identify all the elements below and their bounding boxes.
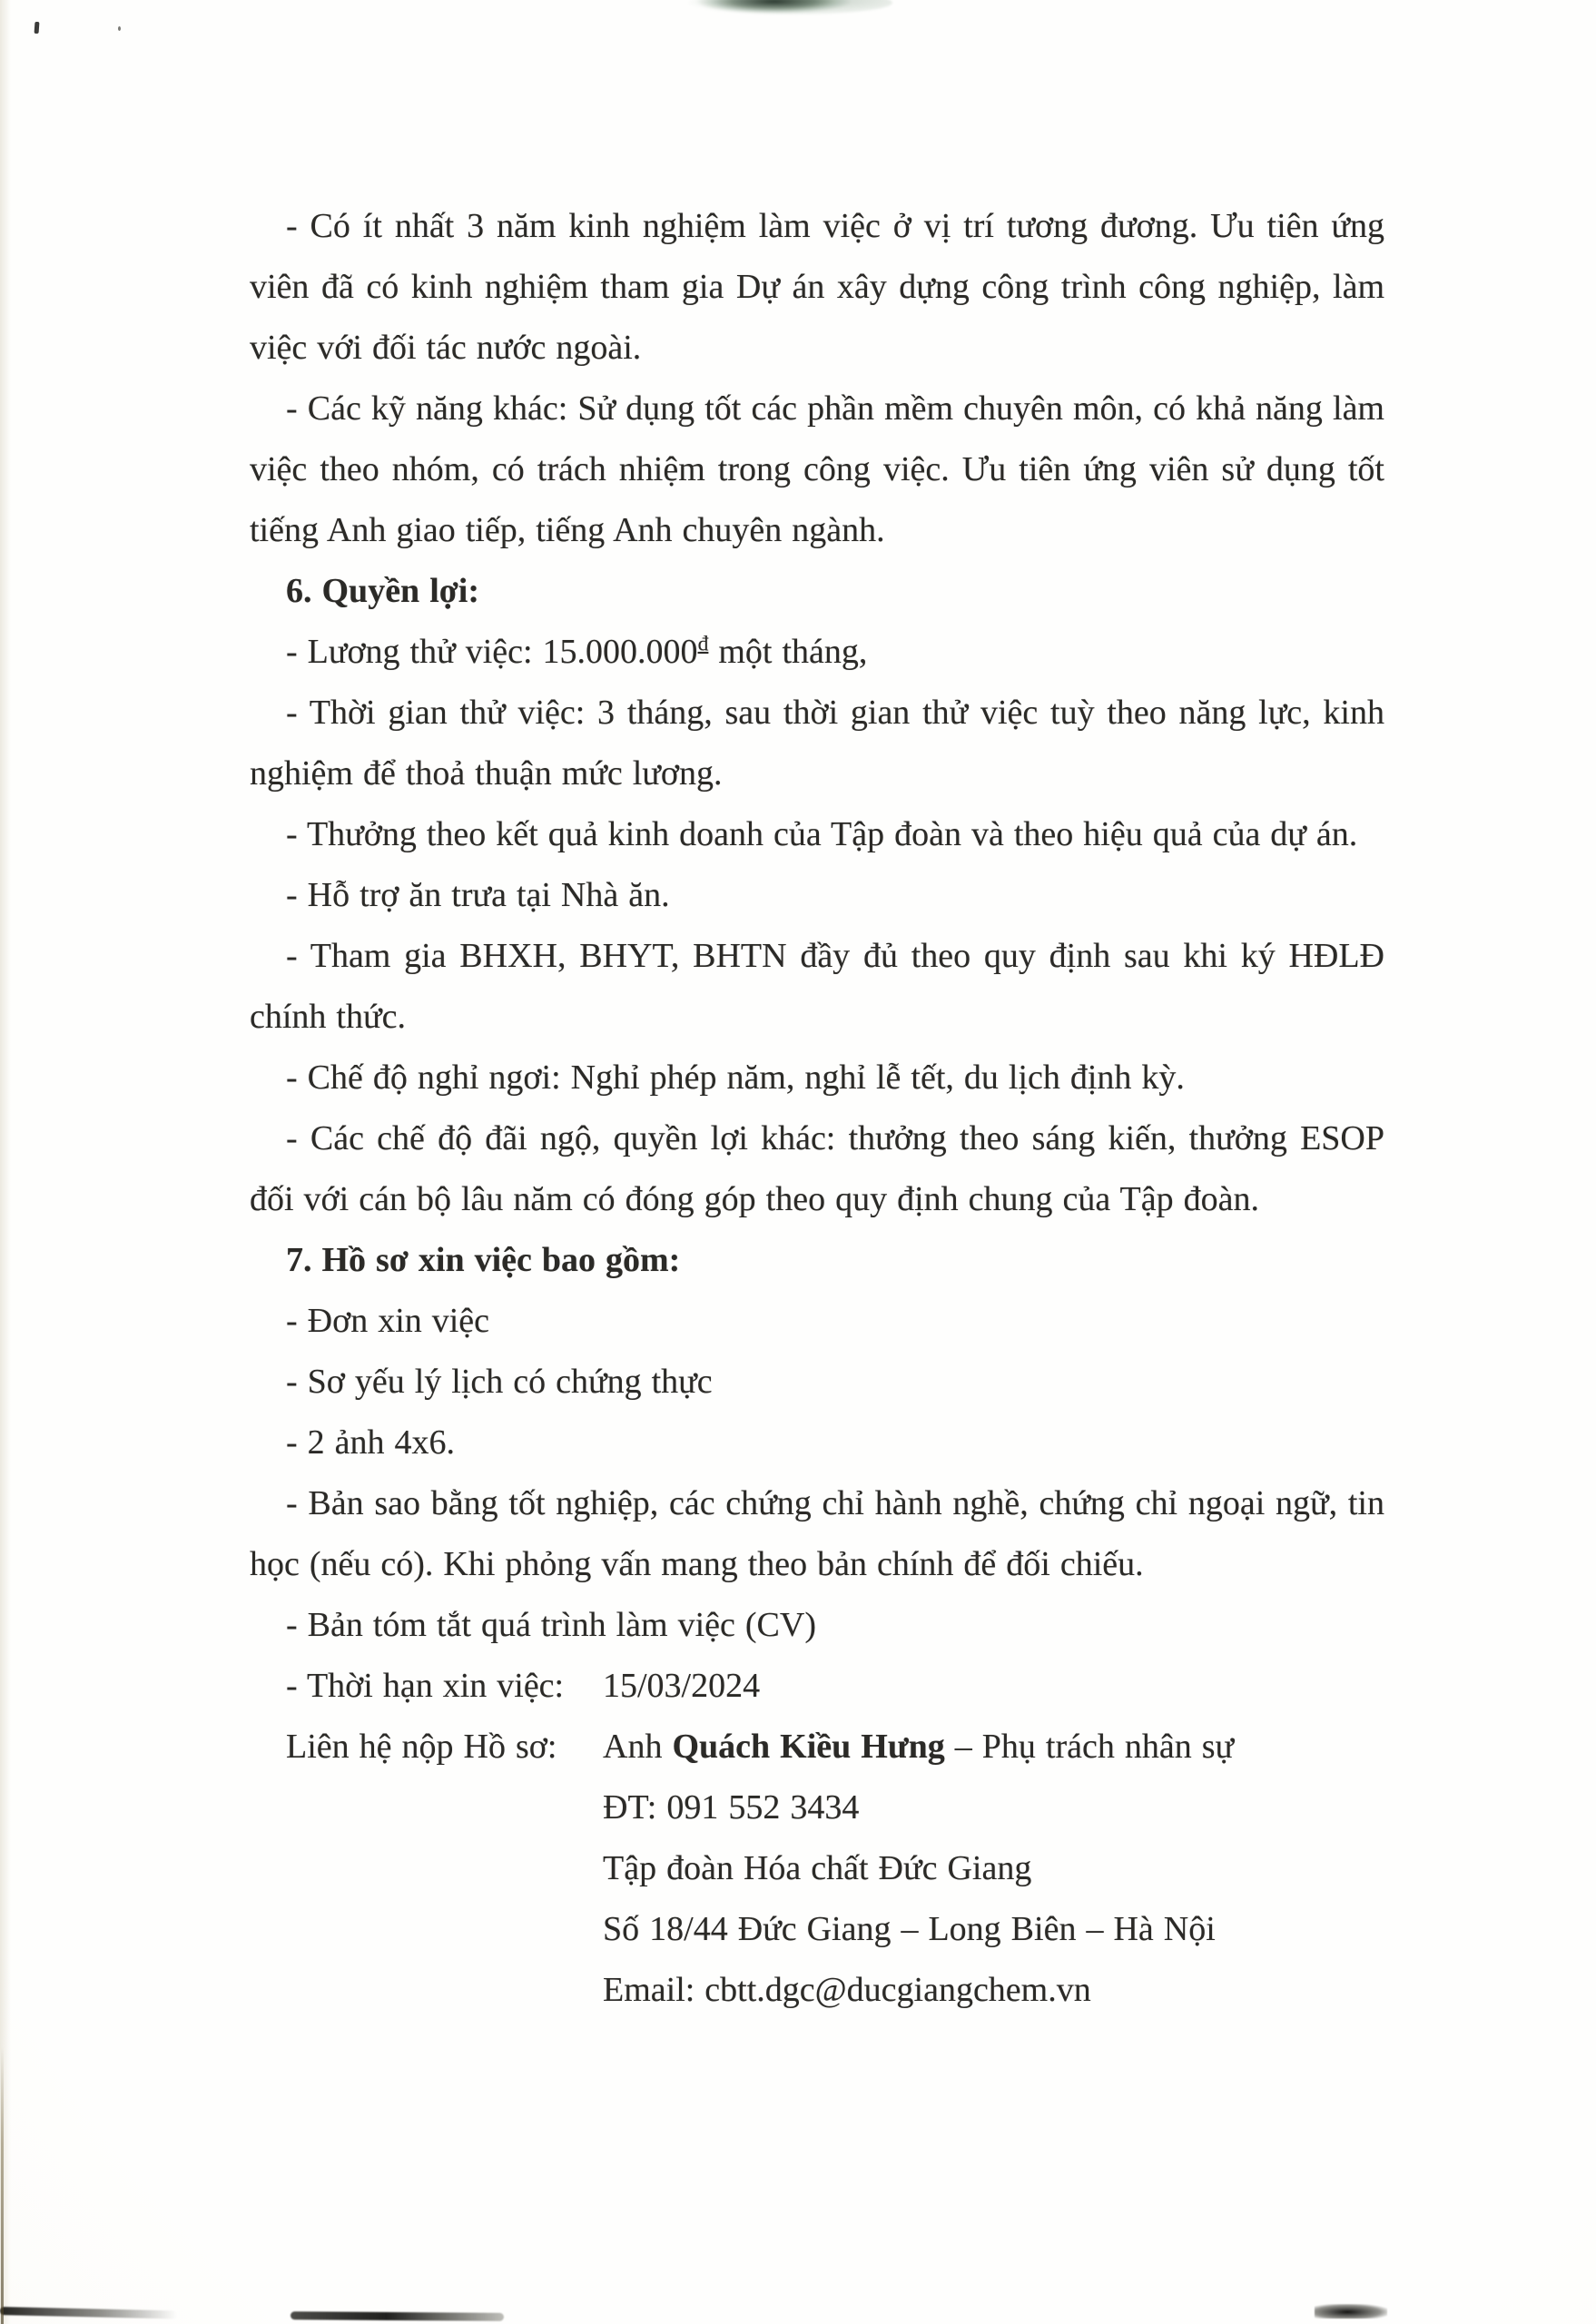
- heading-dossier: 7. Hồ sơ xin việc bao gồm:: [286, 1241, 681, 1279]
- heading-benefits: 6. Quyền lợi:: [286, 572, 480, 610]
- contact-person-name: Quách Kiều Hưng: [672, 1728, 945, 1766]
- dossier-item-resume: - Sơ yếu lý lịch có chứng thực: [286, 1363, 713, 1401]
- dong-currency-symbol: đ: [697, 632, 709, 656]
- scan-mark-bottom-middle: [291, 2311, 504, 2321]
- benefit-item-other-perks: - Các chế độ đãi ngộ, quyền lợi khác: thưởng theo sáng kiến, thưởng ESOP đối với cán bộ lâu năm có đóng góp theo quy định chung của Tập đoàn.: [250, 1119, 1384, 1218]
- deadline-label: - Thời hạn xin việc:: [286, 1667, 565, 1705]
- benefit-item-insurance: - Tham gia BHXH, BHYT, BHTN đầy đủ theo quy định sau khi ký HĐLĐ chính thức.: [250, 937, 1384, 1036]
- scan-mark-bottom-right: [1315, 2304, 1387, 2319]
- scan-speck: [34, 22, 40, 34]
- contact-phone: ĐT: 091 552 3434: [603, 1788, 860, 1827]
- scan-speck: [118, 26, 121, 31]
- contact-person-prefix: Anh: [603, 1728, 673, 1766]
- benefit-item-leave: - Chế độ nghỉ ngơi: Nghỉ phép năm, nghỉ lễ tết, du lịch định kỳ.: [286, 1059, 1185, 1097]
- dossier-item-cv: - Bản tóm tắt quá trình làm việc (CV): [286, 1606, 816, 1644]
- contact-email: Email: cbtt.dgc@ducgiangchem.vn: [603, 1971, 1091, 2009]
- contact-row: [250, 1717, 1384, 1777]
- scan-mark-bottom-left: [0, 2307, 177, 2319]
- benefit-item-lunch: - Hỗ trợ ăn trưa tại Nhà ăn.: [286, 876, 670, 914]
- scanner-edge-shading: [0, 0, 11, 2324]
- contact-company: Tập đoàn Hóa chất Đức Giang: [603, 1849, 1032, 1887]
- paragraph-other-skills: - Các kỹ năng khác: Sử dụng tốt các phần mềm chuyên môn, có khả năng làm việc theo nhóm, có trách nhiệm trong công việc. Ưu tiên ứng viên sử dụng tốt tiếng Anh giao tiếp, tiếng Anh chuyên ngành.: [250, 389, 1384, 549]
- scan-edge-line-left: [1, 2047, 4, 2324]
- benefit-item-salary: [250, 622, 1384, 683]
- benefit-item-bonus: - Thưởng theo kết quả kinh doanh của Tập đoàn và theo hiệu quả của dự án.: [286, 815, 1358, 853]
- salary-suffix: một tháng,: [708, 633, 868, 671]
- contact-address: Số 18/44 Đức Giang – Long Biên – Hà Nội: [603, 1910, 1216, 1948]
- contact-label: Liên hệ nộp Hồ sơ:: [286, 1728, 557, 1766]
- paragraph-experience: - Có ít nhất 3 năm kinh nghiệm làm việc ở vị trí tương đương. Ưu tiên ứng viên đã có kinh nghiệm tham gia Dự án xây dựng công trình công nghiệp, làm việc với đối tác nước ngoài.: [250, 207, 1384, 367]
- deadline-value: 15/03/2024: [603, 1667, 761, 1705]
- deadline-row: [250, 1656, 1384, 1717]
- dossier-item-application: - Đơn xin việc: [286, 1302, 490, 1340]
- dossier-item-certificates: - Bản sao bằng tốt nghiệp, các chứng chỉ hành nghề, chứng chỉ ngoại ngữ, tin học (nếu có). Khi phỏng vấn mang theo bản chính để đối chiếu.: [250, 1484, 1384, 1583]
- scan-smudge-top: [688, 0, 892, 15]
- contact-person-role: – Phụ trách nhân sự: [944, 1728, 1235, 1766]
- document-body: [250, 196, 1384, 2021]
- dossier-item-photos: - 2 ảnh 4x6.: [286, 1423, 456, 1462]
- benefit-item-probation: - Thời gian thử việc: 3 tháng, sau thời gian thử việc tuỳ theo năng lực, kinh nghiệm để thoả thuận mức lương.: [250, 694, 1384, 793]
- salary-text: - Lương thử việc: 15.000.000: [286, 633, 698, 671]
- contact-person: [603, 1717, 1384, 1777]
